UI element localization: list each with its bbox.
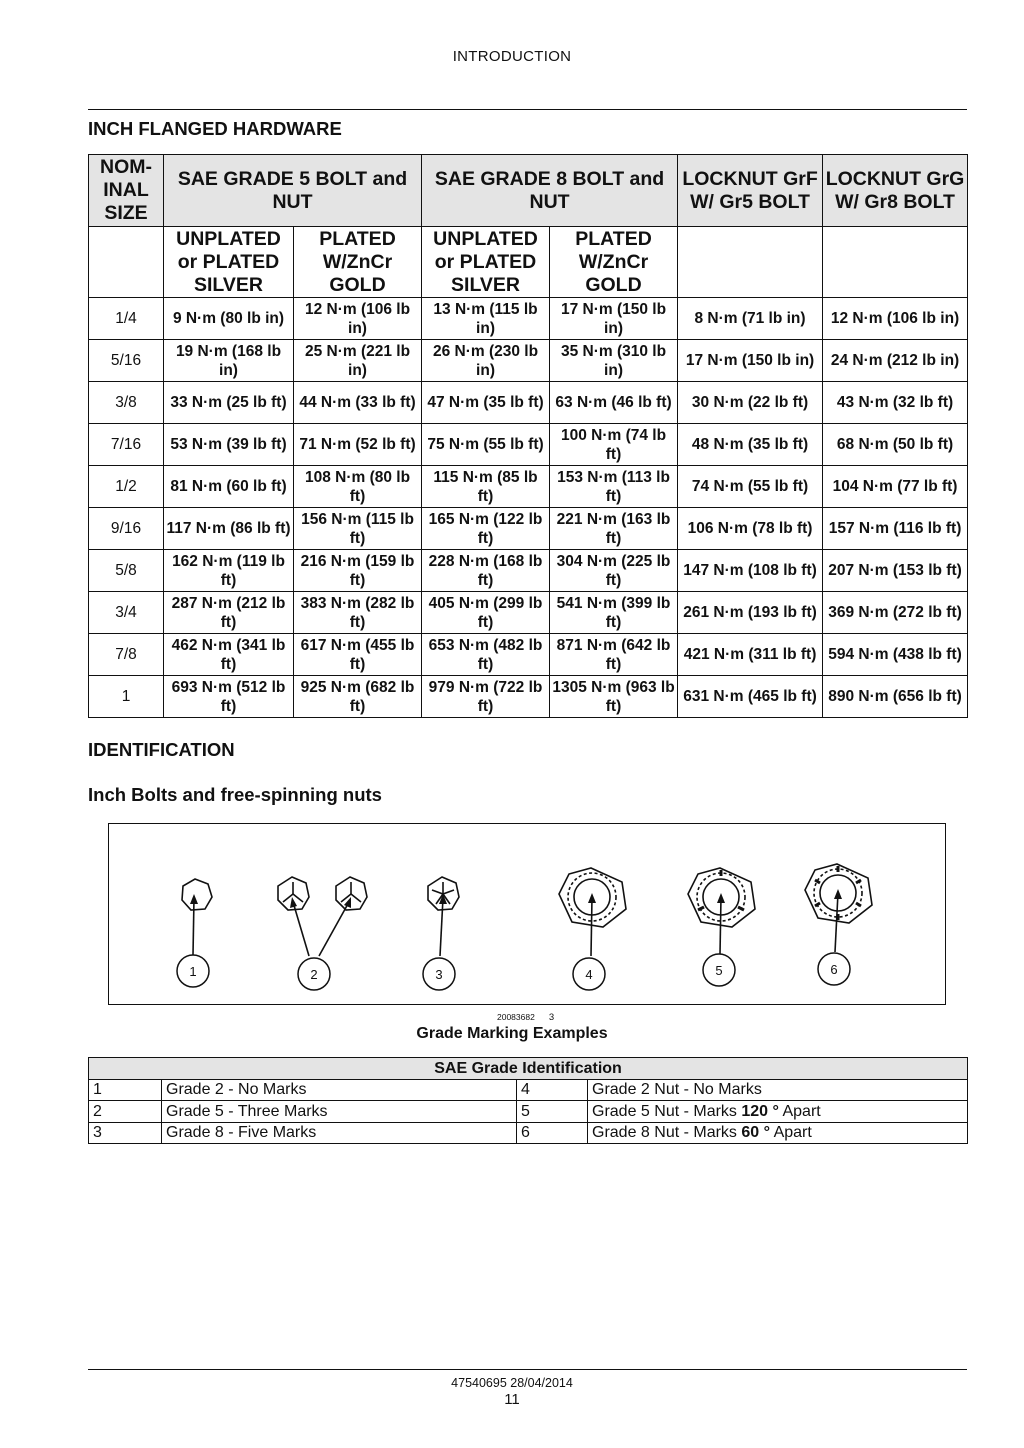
ident-nut-description (588, 1122, 968, 1144)
locknut-grg-cell: 369 N·m (272 lb ft) (823, 592, 968, 634)
callout-leaders (193, 893, 838, 956)
locknut-grf-cell: 48 N·m (35 lb ft) (678, 424, 823, 466)
grade8-plated-cell: 63 N·m (46 lb ft) (550, 382, 678, 424)
grade5-plated-cell: 71 N·m (52 lb ft) (294, 424, 422, 466)
grade5-unplated-cell: 33 N·m (25 lb ft) (164, 382, 294, 424)
grade5-plated-cell: 617 N·m (455 lb ft) (294, 634, 422, 676)
grade5-unplated-cell: 53 N·m (39 lb ft) (164, 424, 294, 466)
nut-description-text: Grade 8 Nut - Marks (592, 1124, 742, 1142)
locknut-grg-cell: 207 N·m (153 lb ft) (823, 550, 968, 592)
grade5-plated-cell: 12 N·m (106 lb in) (294, 298, 422, 340)
grade5-plated-cell: 44 N·m (33 lb ft) (294, 382, 422, 424)
col-sae-grade-8: SAE GRADE 8 BOLT and NUT (422, 155, 678, 227)
table-row (89, 1079, 968, 1101)
locknut-grf-cell: 8 N·m (71 lb in) (678, 298, 823, 340)
nominal-size-cell: 3/8 (89, 382, 164, 424)
header-rule (88, 109, 967, 110)
grade8-plated-cell: 221 N·m (163 lb ft) (550, 508, 678, 550)
table-row (89, 550, 968, 592)
page-number: 11 (504, 1391, 520, 1408)
callout-6-label: 6 (830, 962, 838, 977)
footer-rule (88, 1369, 967, 1370)
grade8-plated-cell: 1305 N·m (963 lb ft) (550, 676, 678, 718)
grade5-unplated-cell: 117 N·m (86 lb ft) (164, 508, 294, 550)
locknut-grf-cell: 631 N·m (465 lb ft) (678, 676, 823, 718)
torque-subheader-row (89, 227, 968, 298)
grade8-unplated-cell: 47 N·m (35 lb ft) (422, 382, 550, 424)
callout-1-label: 1 (189, 964, 197, 979)
ident-nut-number: 6 (517, 1122, 588, 1144)
bolt-head-grade2-icon (182, 879, 212, 910)
figure-caption: Grade Marking Examples (416, 1025, 608, 1042)
locknut-grf-cell: 421 N·m (311 lb ft) (678, 634, 823, 676)
ident-nut-description (588, 1101, 968, 1123)
callout-5-label: 5 (715, 963, 723, 978)
nut-description-suffix: Apart (778, 1102, 821, 1120)
table-row (89, 340, 968, 382)
table-row (89, 634, 968, 676)
ident-nut-number: 5 (517, 1101, 588, 1123)
grade5-unplated-cell: 9 N·m (80 lb in) (164, 298, 294, 340)
figure-id-code: 20083682 (497, 1012, 535, 1022)
grade8-unplated-cell: 405 N·m (299 lb ft) (422, 592, 550, 634)
torque-table (88, 154, 968, 718)
table-row (89, 1101, 968, 1123)
sub-grade5-plated: PLATED W/ZnCr GOLD (294, 227, 422, 298)
grade5-unplated-cell: 462 N·m (341 lb ft) (164, 634, 294, 676)
nominal-size-cell: 7/8 (89, 634, 164, 676)
grade8-unplated-cell: 26 N·m (230 lb in) (422, 340, 550, 382)
table-row (89, 424, 968, 466)
ident-bolt-description: Grade 2 - No Marks (162, 1079, 517, 1101)
ident-bolt-number: 3 (89, 1122, 162, 1144)
grade8-unplated-cell: 228 N·m (168 lb ft) (422, 550, 550, 592)
grade5-plated-cell: 25 N·m (221 lb in) (294, 340, 422, 382)
locknut-grf-cell: 30 N·m (22 lb ft) (678, 382, 823, 424)
subheader-empty (678, 227, 823, 298)
nominal-size-cell: 7/16 (89, 424, 164, 466)
grade8-plated-cell: 871 N·m (642 lb ft) (550, 634, 678, 676)
grade-marking-figure (108, 823, 946, 1005)
nominal-size-cell: 1 (89, 676, 164, 718)
locknut-grg-cell: 68 N·m (50 lb ft) (823, 424, 968, 466)
subheader-empty (89, 227, 164, 298)
col-locknut-grg: LOCKNUT GrG W/ Gr8 BOLT (823, 155, 968, 227)
table-row (89, 466, 968, 508)
locknut-grf-cell: 17 N·m (150 lb in) (678, 340, 823, 382)
nut-description-text: Grade 5 Nut - Marks (592, 1102, 742, 1120)
table-row (89, 1122, 968, 1144)
section-title-identification: IDENTIFICATION (88, 739, 235, 760)
callout-3-label: 3 (435, 967, 443, 982)
locknut-grg-cell: 43 N·m (32 lb ft) (823, 382, 968, 424)
grade8-plated-cell: 100 N·m (74 lb ft) (550, 424, 678, 466)
grade8-plated-cell: 17 N·m (150 lb in) (550, 298, 678, 340)
locknut-grf-cell: 261 N·m (193 lb ft) (678, 592, 823, 634)
locknut-grg-cell: 24 N·m (212 lb in) (823, 340, 968, 382)
sub-grade8-plated: PLATED W/ZnCr GOLD (550, 227, 678, 298)
table-row (89, 676, 968, 718)
grade8-unplated-cell: 165 N·m (122 lb ft) (422, 508, 550, 550)
figure-id-number: 3 (548, 1012, 555, 1023)
page-header-title: INTRODUCTION (452, 48, 572, 65)
grade5-plated-cell: 216 N·m (159 lb ft) (294, 550, 422, 592)
grade-marking-illustration (109, 824, 944, 1003)
ident-nut-description (588, 1079, 968, 1101)
locknut-grf-cell: 147 N·m (108 lb ft) (678, 550, 823, 592)
col-nominal-size: NOM-INAL SIZE (89, 155, 164, 227)
bolt-head-grade8-icon (428, 877, 459, 910)
callout-4-label: 4 (585, 967, 593, 982)
grade5-plated-cell: 383 N·m (282 lb ft) (294, 592, 422, 634)
ident-bolt-description: Grade 5 - Three Marks (162, 1101, 517, 1123)
locknut-grg-cell: 157 N·m (116 lb ft) (823, 508, 968, 550)
locknut-grf-cell: 106 N·m (78 lb ft) (678, 508, 823, 550)
locknut-grg-cell: 12 N·m (106 lb in) (823, 298, 968, 340)
nut-description-suffix: Apart (770, 1124, 812, 1142)
grade8-unplated-cell: 13 N·m (115 lb in) (422, 298, 550, 340)
grade8-unplated-cell: 75 N·m (55 lb ft) (422, 424, 550, 466)
grade5-plated-cell: 156 N·m (115 lb ft) (294, 508, 422, 550)
torque-header-row (89, 155, 968, 227)
table-row (89, 298, 968, 340)
nominal-size-cell: 3/4 (89, 592, 164, 634)
nominal-size-cell: 5/16 (89, 340, 164, 382)
sub-grade5-unplated: UNPLATED or PLATED SILVER (164, 227, 294, 298)
table-row (89, 592, 968, 634)
ident-bolt-number: 1 (89, 1079, 162, 1101)
nominal-size-cell: 5/8 (89, 550, 164, 592)
sub-grade8-unplated: UNPLATED or PLATED SILVER (422, 227, 550, 298)
locknut-grf-cell: 74 N·m (55 lb ft) (678, 466, 823, 508)
subheader-empty (823, 227, 968, 298)
nominal-size-cell: 1/4 (89, 298, 164, 340)
grade8-unplated-cell: 115 N·m (85 lb ft) (422, 466, 550, 508)
grade8-plated-cell: 153 N·m (113 lb ft) (550, 466, 678, 508)
locknut-grg-cell: 104 N·m (77 lb ft) (823, 466, 968, 508)
sae-grade-identification-table (88, 1057, 968, 1144)
grade5-unplated-cell: 693 N·m (512 lb ft) (164, 676, 294, 718)
nut-mark-angle: 60 ° (741, 1124, 771, 1142)
grade8-unplated-cell: 979 N·m (722 lb ft) (422, 676, 550, 718)
ident-nut-number: 4 (517, 1079, 588, 1101)
section-title-flanged: INCH FLANGED HARDWARE (88, 118, 342, 139)
grade5-unplated-cell: 19 N·m (168 lb in) (164, 340, 294, 382)
grade5-unplated-cell: 162 N·m (119 lb ft) (164, 550, 294, 592)
locknut-grg-cell: 594 N·m (438 lb ft) (823, 634, 968, 676)
section-title-bolts-nuts: Inch Bolts and free-spinning nuts (88, 784, 382, 805)
nominal-size-cell: 1/2 (89, 466, 164, 508)
nut-description-text: Grade 2 Nut - No Marks (592, 1081, 762, 1099)
grade5-plated-cell: 925 N·m (682 lb ft) (294, 676, 422, 718)
ident-bolt-number: 2 (89, 1101, 162, 1123)
figure-id (497, 1012, 554, 1023)
grade8-plated-cell: 35 N·m (310 lb in) (550, 340, 678, 382)
col-locknut-grf: LOCKNUT GrF W/ Gr5 BOLT (678, 155, 823, 227)
grade8-plated-cell: 541 N·m (399 lb ft) (550, 592, 678, 634)
locknut-grg-cell: 890 N·m (656 lb ft) (823, 676, 968, 718)
grade8-plated-cell: 304 N·m (225 lb ft) (550, 550, 678, 592)
nut-mark-angle: 120 ° (741, 1102, 779, 1120)
table-row (89, 508, 968, 550)
footer-document-number: 47540695 28/04/2014 (451, 1376, 573, 1390)
callout-2-label: 2 (310, 967, 318, 982)
ident-bolt-description: Grade 8 - Five Marks (162, 1122, 517, 1144)
nominal-size-cell: 9/16 (89, 508, 164, 550)
grade5-plated-cell: 108 N·m (80 lb ft) (294, 466, 422, 508)
grade8-unplated-cell: 653 N·m (482 lb ft) (422, 634, 550, 676)
ident-table-title: SAE Grade Identification (89, 1058, 968, 1080)
grade5-unplated-cell: 287 N·m (212 lb ft) (164, 592, 294, 634)
col-sae-grade-5: SAE GRADE 5 BOLT and NUT (164, 155, 422, 227)
ident-title-row (89, 1058, 968, 1080)
table-row (89, 382, 968, 424)
grade5-unplated-cell: 81 N·m (60 lb ft) (164, 466, 294, 508)
